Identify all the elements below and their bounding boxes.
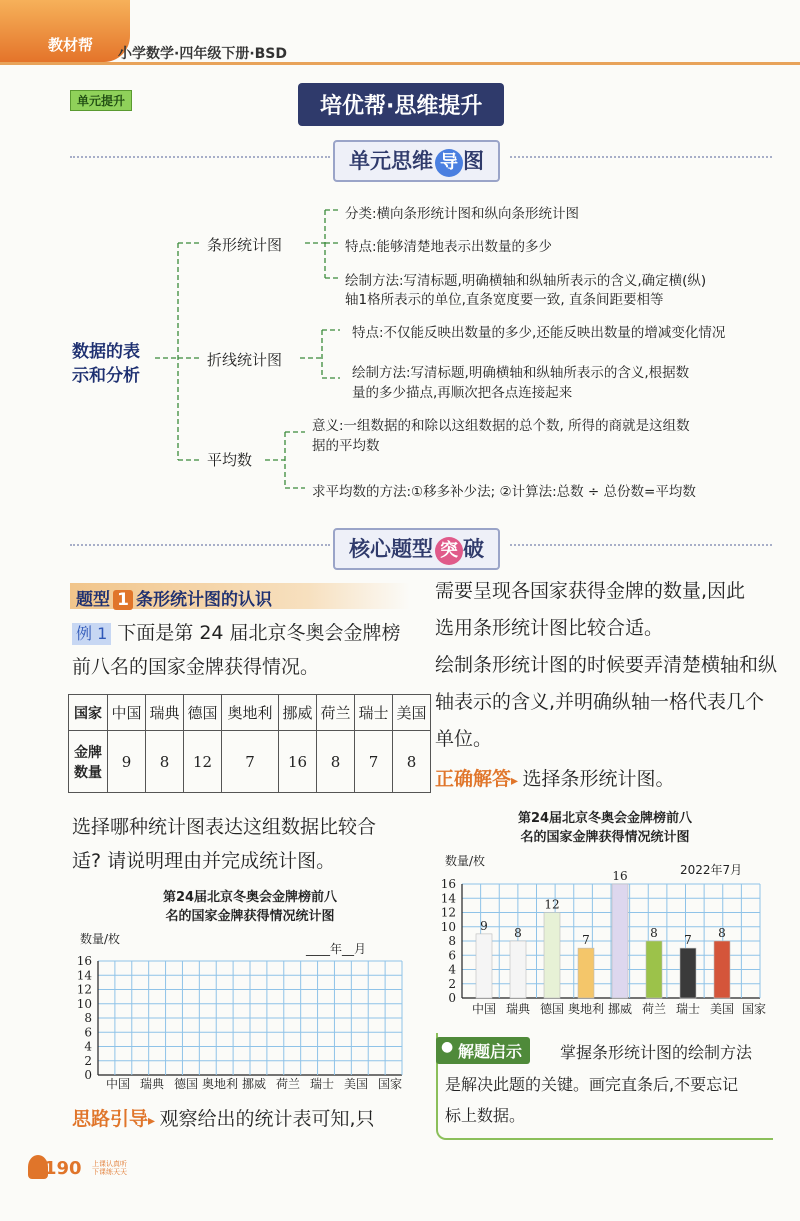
insight-line2: 是解决此题的关键。画完直条后,不要忘记 <box>445 1075 739 1094</box>
page-number: 190 <box>44 1158 82 1179</box>
category-label: 奥地利 <box>567 1002 605 1016</box>
footer-motto-2: 下课练天天 <box>92 1168 127 1176</box>
mindmap-node-bar: 条形统计图 <box>207 236 283 254</box>
hint-tag: 思路引导 <box>72 1108 149 1130</box>
mindmap-node-avg: 平均数 <box>207 451 253 469</box>
bar-value-label: 16 <box>612 869 628 883</box>
type-number: 1 <box>113 590 133 610</box>
answer-chart-ylabel: 数量/枚 <box>445 854 486 868</box>
category-label: 奥地利 <box>201 1077 239 1091</box>
tick-label: 10 <box>440 919 456 934</box>
book-title: 小学数学·四年级下册·BSD <box>118 46 288 62</box>
bar <box>646 941 662 998</box>
core-banner-char2: 破 <box>463 537 484 561</box>
answer-text: 正确解答▸ 选择条形统计图。 <box>435 768 675 790</box>
bar-value-label: 12 <box>544 897 560 912</box>
table-value: 7 <box>222 731 279 793</box>
footer-motto-1: 上课认真听 <box>92 1160 127 1168</box>
category-label: 中国 <box>105 1077 131 1091</box>
explanation-line: 需要呈现各国家获得金牌的数量,因此 <box>435 580 746 602</box>
blank-chart-grid <box>77 954 402 1082</box>
mindmap-banner-char2: 图 <box>463 149 484 173</box>
core-banner-char1: 突 <box>435 537 463 565</box>
tick-label: 14 <box>76 968 92 983</box>
table-country: 荷兰 <box>317 695 355 731</box>
table-value: 12 <box>184 731 222 793</box>
table-value: 8 <box>393 731 431 793</box>
mindmap-banner-text: 单元思维 <box>349 149 433 173</box>
answer-chart <box>420 850 780 1022</box>
example-tag: 例 1 <box>72 623 111 645</box>
explanation-line: 选用条形统计图比较合适。 <box>435 617 664 639</box>
tick-label: 6 <box>448 948 456 963</box>
mindmap-root-line2: 示和分析 <box>72 366 140 386</box>
bar-value-label: 9 <box>480 918 488 933</box>
category-label: 瑞士 <box>675 1002 701 1016</box>
bar <box>612 884 628 998</box>
bar <box>476 934 492 998</box>
category-label: 挪威 <box>241 1077 267 1091</box>
type-title: 条形统计图的认识 <box>136 590 272 610</box>
tick-label: 2 <box>84 1053 92 1068</box>
divider-left-2 <box>70 544 330 546</box>
table-country: 德国 <box>184 695 222 731</box>
bar-value-label: 7 <box>582 933 590 948</box>
table-header-gold-2: 数量 <box>74 764 102 781</box>
explanation-text <box>435 573 785 758</box>
table-value: 7 <box>355 731 393 793</box>
mindmap-avg-item-2: 据的平均数 <box>312 438 380 454</box>
question-line1: 选择哪种统计图表达这组数据比较合 <box>72 816 377 838</box>
bar-value-label: 8 <box>514 926 522 940</box>
tick-label: 6 <box>84 1025 92 1040</box>
answer-tag: 正确解答 <box>435 768 512 790</box>
tick-label: 12 <box>440 905 456 920</box>
table-value: 9 <box>108 731 146 793</box>
blank-chart <box>60 925 420 1100</box>
table-header-gold-1: 金牌 <box>74 744 102 761</box>
mindmap-node-line: 折线统计图 <box>207 351 283 369</box>
hint-body: 观察给出的统计表可知,只 <box>159 1108 375 1130</box>
tick-label: 0 <box>448 991 456 1005</box>
bar-value-label: 8 <box>650 926 658 940</box>
example-line1: 下面是第 24 届北京冬奥会金牌榜 <box>117 622 401 644</box>
bar <box>510 941 526 998</box>
type-pre: 题型 <box>76 590 110 610</box>
blank-chart-ylabel: 数量/枚 <box>80 932 121 946</box>
bar <box>544 913 560 999</box>
mindmap-root-line1: 数据的表 <box>72 342 140 362</box>
section-banner: 培优帮·思维提升 <box>298 83 504 126</box>
table-country: 瑞士 <box>355 695 393 731</box>
mindmap-bar-item-2: 特点:能够清楚地表示出数量的多少 <box>345 239 553 255</box>
mindmap-line-item-1: 特点:不仅能反映出数量的多少,还能反映出数量的增减变化情况 <box>352 325 726 341</box>
blank-chart-xlabel: 国家 <box>378 1077 403 1091</box>
question-type-tag <box>70 583 410 609</box>
bar <box>714 941 730 998</box>
tick-label: 0 <box>84 1068 92 1082</box>
mindmap-line-item-3: 量的多少描点,再顺次把各点连接起来 <box>352 385 573 401</box>
insight-line1: 掌握条形统计图的绘制方法 <box>560 1043 753 1062</box>
answer-chart-title <box>445 809 765 847</box>
category-label: 挪威 <box>607 1002 633 1016</box>
mindmap-bar-item-1: 分类:横向条形统计图和纵向条形统计图 <box>345 206 580 222</box>
answer-body: 选择条形统计图。 <box>522 768 675 790</box>
category-label: 瑞典 <box>505 1002 531 1016</box>
bar-value-label: 8 <box>718 926 726 940</box>
unit-tag: 单元提升 <box>70 90 132 111</box>
tick-label: 4 <box>448 962 456 977</box>
category-label: 瑞士 <box>309 1077 335 1091</box>
category-label: 瑞典 <box>139 1077 165 1091</box>
divider-right-2 <box>510 544 772 546</box>
explanation-line: 绘制条形统计图的时候要弄清楚横轴和纵 <box>435 654 778 676</box>
blank-chart-categories <box>106 1076 368 1091</box>
table-country: 挪威 <box>279 695 317 731</box>
tick-label: 8 <box>448 934 456 948</box>
answer-chart-categories <box>472 1001 734 1016</box>
answer-chart-xlabel: 国家 <box>742 1002 767 1016</box>
core-banner <box>333 528 500 570</box>
explanation-line: 轴表示的含义,并明确纵轴一格代表几个 <box>435 691 765 713</box>
example-text <box>72 616 417 684</box>
category-label: 荷兰 <box>275 1077 301 1091</box>
blank-chart-title <box>90 888 410 926</box>
core-banner-text: 核心题型 <box>349 537 433 561</box>
blank-chart-title-1: 第24届北京冬奥会金牌榜前八 <box>162 890 338 905</box>
question-text <box>72 810 417 878</box>
table-value: 8 <box>146 731 184 793</box>
mindmap-avg-item-1: 意义:一组数据的和除以这组数据的总个数, 所得的商就是这组数 <box>312 418 690 434</box>
insight-tag-label: 解题启示 <box>458 1042 523 1061</box>
answer-chart-bars <box>476 869 730 998</box>
brand-label: 教材帮 <box>48 36 94 54</box>
mindmap-line-item-2: 绘制方法:写清标题,明确横轴和纵轴所表示的含义,根据数 <box>352 365 690 381</box>
bar <box>680 948 696 998</box>
table-value: 8 <box>317 731 355 793</box>
answer-chart-title-2: 名的国家金牌获得情况统计图 <box>520 830 690 845</box>
category-label: 德国 <box>539 1002 565 1016</box>
question-line2: 适? 请说明理由并完成统计图。 <box>72 850 336 872</box>
footer-motto <box>92 1160 127 1176</box>
answer-chart-title-1: 第24届北京冬奥会金牌榜前八 <box>517 811 693 826</box>
table-header-country: 国家 <box>69 695 108 731</box>
category-label: 美国 <box>343 1077 369 1091</box>
table-country: 中国 <box>108 695 146 731</box>
category-label: 荷兰 <box>641 1002 667 1016</box>
mindmap-bar-item-4: 轴1格所表示的单位,直条宽度要一致, 直条间距要相等 <box>345 292 664 308</box>
hint-text: 思路引导▸ 观察给出的统计表可知,只 <box>72 1108 375 1130</box>
category-label: 中国 <box>471 1002 497 1016</box>
category-label: 德国 <box>173 1077 199 1091</box>
tick-label: 8 <box>84 1011 92 1025</box>
category-label: 美国 <box>709 1002 735 1016</box>
gold-table <box>68 694 431 793</box>
example-line2: 前八名的国家金牌获得情况。 <box>72 656 320 678</box>
insight-tag: ● 解题启示 <box>436 1037 530 1064</box>
mindmap-connectors <box>0 0 800 520</box>
table-country: 瑞典 <box>146 695 184 731</box>
tick-label: 16 <box>76 954 92 968</box>
tick-label: 4 <box>84 1039 92 1054</box>
tick-label: 12 <box>76 982 92 997</box>
tick-label: 10 <box>76 996 92 1011</box>
explanation-line: 单位。 <box>435 728 493 750</box>
mindmap-banner-char1: 导 <box>435 149 463 177</box>
table-value: 16 <box>279 731 317 793</box>
blank-chart-title-2: 名的国家金牌获得情况统计图 <box>165 909 335 924</box>
tick-label: 16 <box>440 877 456 891</box>
blank-chart-date: ____年__月 <box>306 942 367 956</box>
bar <box>578 948 594 998</box>
tick-label: 14 <box>440 891 456 906</box>
table-country: 美国 <box>393 695 431 731</box>
insight-line3: 标上数据。 <box>445 1106 526 1125</box>
bar-value-label: 7 <box>684 933 692 948</box>
tick-label: 2 <box>448 976 456 991</box>
table-header-gold <box>69 731 108 793</box>
answer-chart-date: 2022年7月 <box>680 863 743 877</box>
mindmap-avg-item-3: 求平均数的方法:①移多补少法; ②计算法:总数 ÷ 总份数=平均数 <box>312 484 696 500</box>
table-country: 奥地利 <box>222 695 279 731</box>
mindmap-bar-item-3: 绘制方法:写清标题,明确横轴和纵轴所表示的含义,确定横(纵) <box>345 273 707 289</box>
